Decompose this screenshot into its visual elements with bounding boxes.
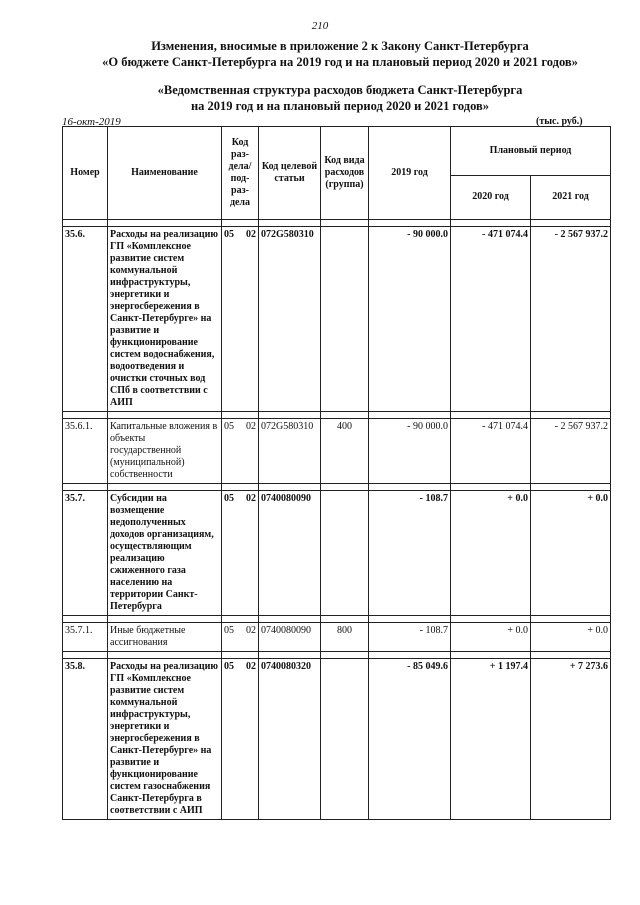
spacer-cell bbox=[222, 412, 259, 419]
spacer-cell bbox=[451, 616, 531, 623]
subtitle-line: «Ведомственная структура расходов бюджета Санкт-Петербурга bbox=[157, 83, 523, 97]
row-spacer bbox=[63, 616, 611, 623]
cell-number: 35.6.1. bbox=[63, 419, 108, 484]
header-number: Номер bbox=[63, 127, 108, 220]
subsection-code: 02 bbox=[246, 661, 256, 672]
cell-target-code: 0740080090 bbox=[259, 623, 321, 652]
subsection-code: 02 bbox=[246, 421, 256, 432]
document-title bbox=[60, 38, 620, 70]
cell-2021: + 0.0 bbox=[531, 623, 611, 652]
section-code: 05 bbox=[224, 229, 234, 240]
subsection-code: 02 bbox=[246, 625, 256, 636]
cell-2020: + 1 197.4 bbox=[451, 659, 531, 820]
cell-2019: - 108.7 bbox=[369, 491, 451, 616]
spacer-cell bbox=[63, 616, 108, 623]
spacer-cell bbox=[451, 412, 531, 419]
section-code: 05 bbox=[224, 493, 234, 504]
cell-expense-type bbox=[321, 659, 369, 820]
table-body bbox=[63, 220, 611, 820]
document-date: 16-окт-2019 bbox=[62, 116, 121, 128]
spacer-cell bbox=[259, 616, 321, 623]
row-spacer bbox=[63, 220, 611, 227]
cell-2019: - 108.7 bbox=[369, 623, 451, 652]
cell-expense-type bbox=[321, 491, 369, 616]
row-spacer bbox=[63, 412, 611, 419]
spacer-cell bbox=[369, 484, 451, 491]
cell-2020: - 471 074.4 bbox=[451, 227, 531, 412]
header-name: Наименование bbox=[108, 127, 222, 220]
spacer-cell bbox=[108, 616, 222, 623]
spacer-cell bbox=[531, 616, 611, 623]
spacer-cell bbox=[222, 220, 259, 227]
header-target-code: Код целевой статьи bbox=[259, 127, 321, 220]
spacer-cell bbox=[259, 652, 321, 659]
row-spacer bbox=[63, 652, 611, 659]
spacer-cell bbox=[321, 616, 369, 623]
table-row bbox=[63, 659, 611, 820]
cell-target-code: 0740080320 bbox=[259, 659, 321, 820]
cell-section-code bbox=[222, 623, 259, 652]
table-header bbox=[63, 127, 611, 220]
spacer-cell bbox=[63, 484, 108, 491]
page-number: 210 bbox=[311, 20, 329, 32]
spacer-cell bbox=[222, 484, 259, 491]
row-spacer bbox=[63, 484, 611, 491]
cell-2019: - 90 000.0 bbox=[369, 419, 451, 484]
cell-2019: - 90 000.0 bbox=[369, 227, 451, 412]
table-title bbox=[60, 82, 620, 114]
section-code-pair bbox=[224, 661, 256, 673]
spacer-cell bbox=[63, 412, 108, 419]
subsection-code: 02 bbox=[246, 493, 256, 504]
cell-2019: - 85 049.6 bbox=[369, 659, 451, 820]
cell-number: 35.7.1. bbox=[63, 623, 108, 652]
title-line: Изменения, вносимые в приложение 2 к Закону Санкт-Петербурга bbox=[151, 39, 529, 53]
spacer-cell bbox=[531, 484, 611, 491]
cell-2021: + 7 273.6 bbox=[531, 659, 611, 820]
cell-name: Расходы на реализацию ГП «Комплексное развитие систем коммунальной инфраструктуры, энергетики и энергосбережения в Санкт-Петербурге» на развитие и функционирование систем газоснабжения Санкт-Петербурга в соответствии с АИП bbox=[108, 659, 222, 820]
section-code: 05 bbox=[224, 625, 234, 636]
cell-expense-type bbox=[321, 227, 369, 412]
header-year-2021: 2021 год bbox=[531, 175, 611, 219]
cell-name: Капитальные вложения в объекты государственной (муниципальной) собственности bbox=[108, 419, 222, 484]
header-plan-period: Плановый период bbox=[451, 127, 611, 176]
cell-target-code: 072G580310 bbox=[259, 227, 321, 412]
header-year-2020: 2020 год bbox=[451, 175, 531, 219]
cell-2021: - 2 567 937.2 bbox=[531, 227, 611, 412]
spacer-cell bbox=[531, 220, 611, 227]
spacer-cell bbox=[369, 412, 451, 419]
spacer-cell bbox=[369, 220, 451, 227]
cell-target-code: 072G580310 bbox=[259, 419, 321, 484]
cell-name: Субсидии на возмещение недополученных доходов организациям, осуществляющим реализацию сжиженного газа населению на территории Санкт-Петербурга bbox=[108, 491, 222, 616]
cell-number: 35.8. bbox=[63, 659, 108, 820]
table-row bbox=[63, 419, 611, 484]
spacer-cell bbox=[321, 220, 369, 227]
spacer-cell bbox=[451, 220, 531, 227]
title-line: «О бюджете Санкт-Петербурга на 2019 год и на плановый период 2020 и 2021 годов» bbox=[102, 55, 578, 69]
spacer-cell bbox=[222, 652, 259, 659]
table-row bbox=[63, 491, 611, 616]
spacer-cell bbox=[63, 220, 108, 227]
spacer-cell bbox=[259, 484, 321, 491]
cell-expense-type: 400 bbox=[321, 419, 369, 484]
spacer-cell bbox=[222, 616, 259, 623]
budget-table bbox=[62, 126, 611, 820]
spacer-cell bbox=[321, 412, 369, 419]
section-code: 05 bbox=[224, 661, 234, 672]
cell-section-code bbox=[222, 419, 259, 484]
header-section-code: Код раз-дела/ под-раз-дела bbox=[222, 127, 259, 220]
cell-number: 35.6. bbox=[63, 227, 108, 412]
cell-2021: + 0.0 bbox=[531, 491, 611, 616]
section-code: 05 bbox=[224, 421, 234, 432]
header-expense-type-code: Код вида расходов (группа) bbox=[321, 127, 369, 220]
spacer-cell bbox=[63, 652, 108, 659]
spacer-cell bbox=[451, 484, 531, 491]
cell-2021: - 2 567 937.2 bbox=[531, 419, 611, 484]
cell-2020: + 0.0 bbox=[451, 491, 531, 616]
spacer-cell bbox=[369, 616, 451, 623]
spacer-cell bbox=[259, 220, 321, 227]
spacer-cell bbox=[451, 652, 531, 659]
table-row bbox=[63, 623, 611, 652]
spacer-cell bbox=[108, 220, 222, 227]
cell-section-code bbox=[222, 659, 259, 820]
subsection-code: 02 bbox=[246, 229, 256, 240]
spacer-cell bbox=[369, 652, 451, 659]
table-row bbox=[63, 227, 611, 412]
cell-expense-type: 800 bbox=[321, 623, 369, 652]
cell-name: Иные бюджетные ассигнования bbox=[108, 623, 222, 652]
section-code-pair bbox=[224, 229, 256, 241]
cell-number: 35.7. bbox=[63, 491, 108, 616]
cell-section-code bbox=[222, 491, 259, 616]
cell-target-code: 0740080090 bbox=[259, 491, 321, 616]
cell-2020: - 471 074.4 bbox=[451, 419, 531, 484]
spacer-cell bbox=[531, 652, 611, 659]
section-code-pair bbox=[224, 493, 256, 505]
spacer-cell bbox=[531, 412, 611, 419]
section-code-pair bbox=[224, 625, 256, 637]
cell-name: Расходы на реализацию ГП «Комплексное развитие систем коммунальной инфраструктуры, энергетики и энергосбережения в Санкт-Петербурге» на развитие и функционирование систем водоснабжения, водоотведения и очистки сточных вод СПб в соответствии с АИП bbox=[108, 227, 222, 412]
section-code-pair bbox=[224, 421, 256, 433]
spacer-cell bbox=[108, 484, 222, 491]
spacer-cell bbox=[259, 412, 321, 419]
spacer-cell bbox=[321, 652, 369, 659]
cell-2020: + 0.0 bbox=[451, 623, 531, 652]
header-year-2019: 2019 год bbox=[369, 127, 451, 220]
subtitle-line: на 2019 год и на плановый период 2020 и 2021 годов» bbox=[190, 99, 490, 113]
spacer-cell bbox=[321, 484, 369, 491]
spacer-cell bbox=[108, 652, 222, 659]
cell-section-code bbox=[222, 227, 259, 412]
spacer-cell bbox=[108, 412, 222, 419]
units-label: (тыс. руб.) bbox=[536, 116, 583, 127]
